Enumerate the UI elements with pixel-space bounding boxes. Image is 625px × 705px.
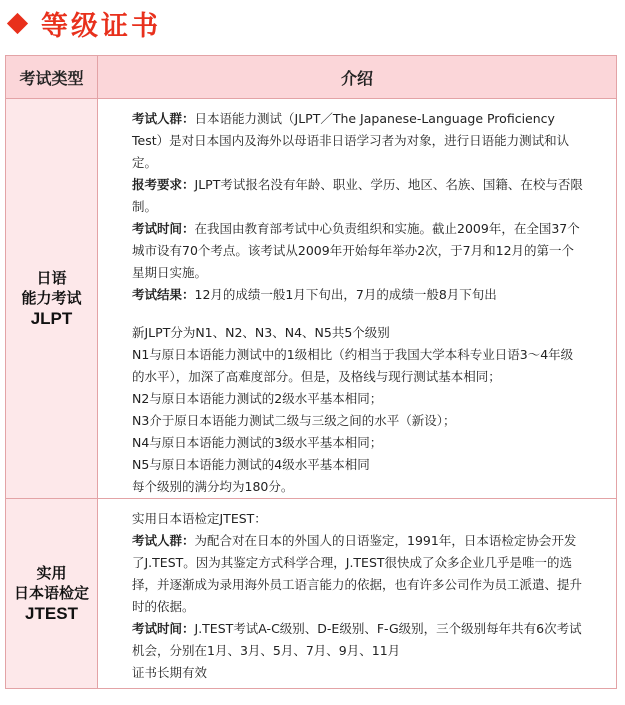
section-heading <box>4 3 161 43</box>
footer-line: 证书长期有效 <box>132 665 208 680</box>
level-line: N1与原日本语能力测试中的1级相比（约相当于我国大学本科专业日语3～4年级的水平），加深了高难度部分。但是，及格线与现行测试基本相同； <box>132 347 574 384</box>
exam-type-code: JLPT <box>30 308 73 328</box>
item-label: 考试结果： <box>132 287 195 302</box>
spacer <box>132 306 584 322</box>
item-label: 考试人群： <box>132 533 195 548</box>
table-header-row <box>6 56 617 99</box>
item-text: J.TEST考试A-C级别、D-E级别、F-G级别，三个级别每年共有6次考试机会，分别在1月、3月、5月、7月、9月、11月 <box>132 621 582 658</box>
exam-type-code: JTEST <box>25 603 78 623</box>
exam-type-jtest <box>6 499 98 689</box>
intro-item <box>132 108 584 174</box>
table-row-jlpt <box>6 99 617 499</box>
intro-item <box>132 284 584 306</box>
intro-jlpt <box>98 99 617 499</box>
intro-jtest <box>98 499 617 689</box>
header-introduction: 介绍 <box>98 56 617 99</box>
diamond-bullet-icon <box>7 12 28 33</box>
exam-type-line: 实用 <box>36 563 67 582</box>
table-row-jtest <box>6 499 617 689</box>
intro-item <box>132 530 584 618</box>
item-label: 考试时间： <box>132 221 195 236</box>
item-text: 12月的成绩一般1月下旬出，7月的成绩一般8月下旬出 <box>194 287 497 302</box>
intro-item <box>132 618 584 662</box>
item-text: 日本语能力测试（JLPT／The Japanese-Language Proficiency Test）是对日本国内及海外以母语非日语学习者为对象，进行日语能力测试和认定。 <box>132 111 570 170</box>
item-text: 为配合对在日本的外国人的日语鉴定，1991年，日本语检定协会开发了J.TEST。因为其鉴定方式科学合理，J.TEST很快成了众多企业几乎是唯一的选择，并逐渐成为录用海外员工语言能力的依据，也有许多公司作为员工派遣、提升时的依据。 <box>132 533 583 614</box>
item-label: 考试时间： <box>132 621 195 636</box>
item-label: 报考要求： <box>132 177 195 192</box>
intro-item <box>132 174 584 218</box>
intro-item <box>132 218 584 284</box>
item-text: JLPT考试报名没有年龄、职业、学历、地区、名族、国籍、在校与否限制。 <box>132 177 583 214</box>
exam-type-line: 日本语检定 <box>13 583 89 602</box>
level-line: N5与原日本语能力测试的4级水平基本相同 <box>132 457 370 472</box>
exam-type-jlpt <box>6 99 98 499</box>
intro-line: 实用日本语检定JTEST： <box>132 511 267 526</box>
header-exam-type: 考试类型 <box>6 56 98 99</box>
level-line: 每个级别的满分均为180分。 <box>132 479 294 494</box>
item-label: 考试人群： <box>132 111 195 126</box>
level-line: N2与原日本语能力测试的2级水平基本相同； <box>132 391 383 406</box>
item-text: 在我国由教育部考试中心负责组织和实施。截止2009年，在全国37个城市设有70个考点。该考试从2009年开始每年举办2次，于7月和12月的第一个星期日实施。 <box>132 221 580 280</box>
level-line: N4与原日本语能力测试的3级水平基本相同； <box>132 435 383 450</box>
exam-type-line: 能力考试 <box>21 288 82 307</box>
exam-type-line: 日语 <box>36 268 67 287</box>
section-title: 等级证书 <box>41 10 161 42</box>
certificate-table <box>5 55 617 689</box>
level-line: N3介于原日本语能力测试二级与三级之间的水平（新设）； <box>132 413 456 428</box>
level-line: 新JLPT分为N1、N2、N3、N4、N5共5个级别 <box>132 325 390 340</box>
